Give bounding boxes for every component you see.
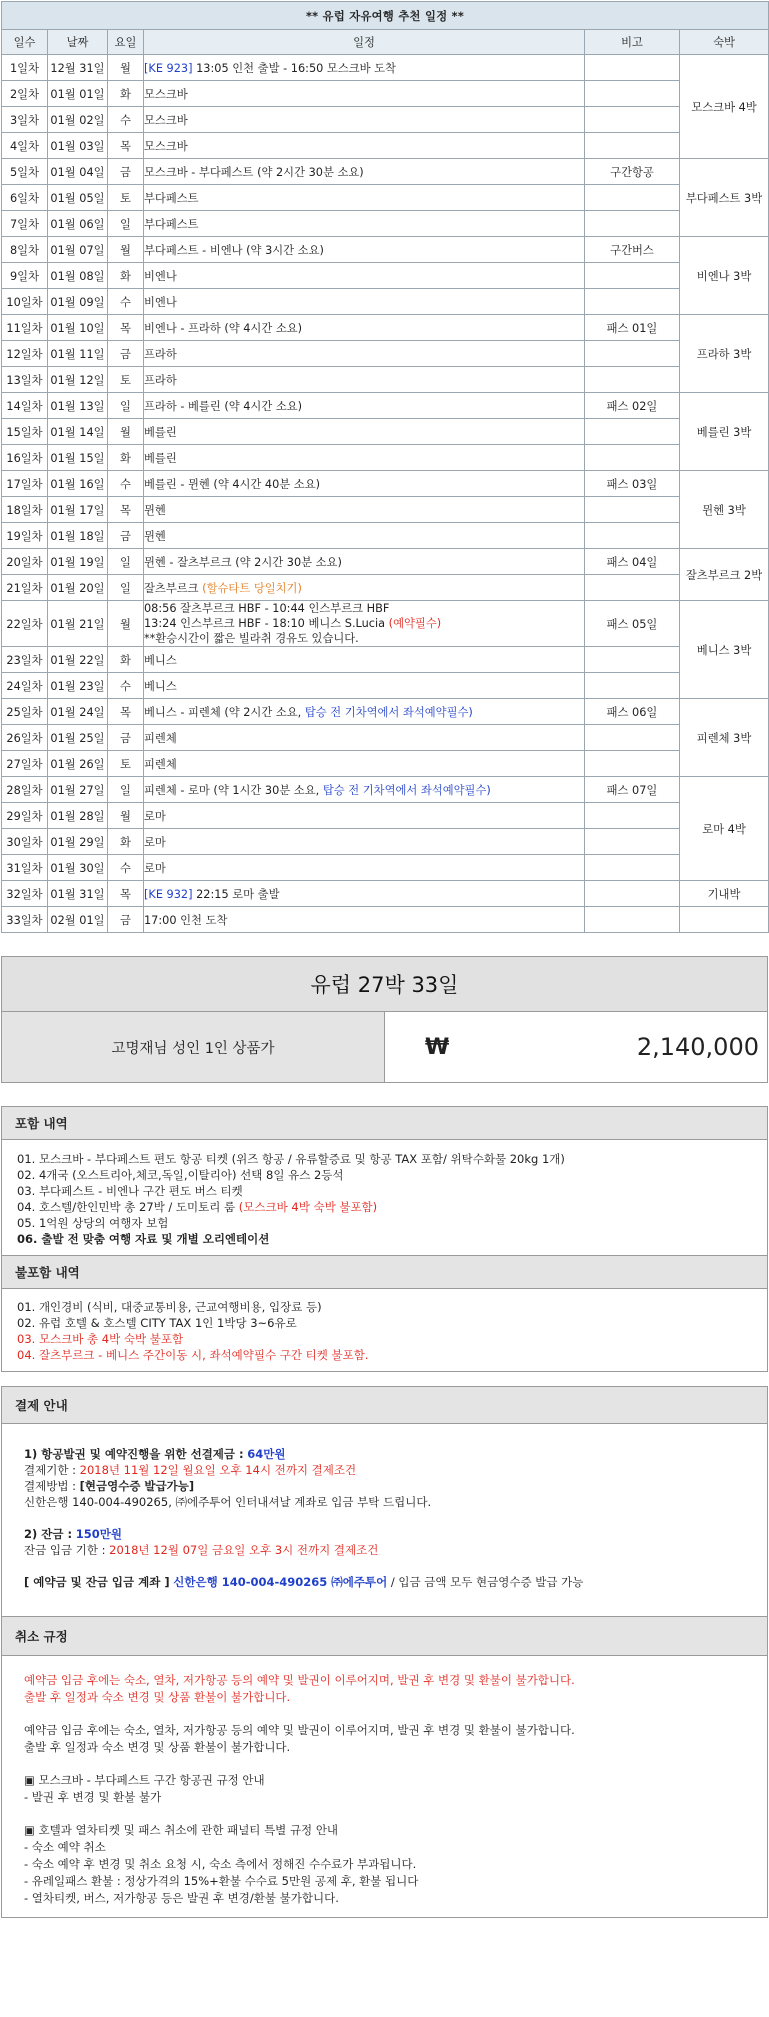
stay-cell bbox=[680, 907, 769, 933]
plan-text: 13:05 인천 출발 - 16:50 모스크바 도착 bbox=[196, 61, 396, 75]
rule-item: - 숙소 예약 후 변경 및 취소 요청 시, 숙소 측에서 정해진 수수료가 부과됩니다. bbox=[24, 1857, 417, 1871]
day-cell: 13일차 bbox=[2, 367, 48, 393]
table-row bbox=[2, 575, 769, 601]
schedule-title: ** 유럽 자유여행 추천 일정 ** bbox=[2, 2, 769, 30]
date-cell: 01월 29일 bbox=[48, 829, 108, 855]
dow-cell: 금 bbox=[108, 341, 144, 367]
plan-note: 탑승 전 기차역에서 좌석예약필수) bbox=[304, 705, 473, 719]
rule-item: - 발권 후 변경 및 환불 불가 bbox=[24, 1790, 162, 1804]
flight-code: [KE 932] bbox=[144, 887, 193, 901]
note-cell bbox=[585, 881, 680, 907]
rule-item: - 열차티켓, 버스, 저가항공 등은 발권 후 변경/환불 불가합니다. bbox=[24, 1891, 339, 1905]
list-item: 03. 모스크바 총 4박 숙박 불포함 bbox=[17, 1332, 184, 1346]
plan-cell bbox=[144, 575, 585, 601]
plan-cell: 프라하 bbox=[144, 341, 585, 367]
day-cell: 15일차 bbox=[2, 419, 48, 445]
header-day: 일수 bbox=[2, 30, 48, 55]
deposit-title: 1) 항공발권 및 예약진행을 위한 선결제금 : bbox=[24, 1447, 244, 1461]
plan-cell bbox=[144, 777, 585, 803]
plan-cell: 모스크바 - 부다페스트 (약 2시간 30분 소요) bbox=[144, 159, 585, 185]
deadline-label: 결제기한 : bbox=[24, 1463, 76, 1477]
date-cell: 01월 01일 bbox=[48, 81, 108, 107]
date-cell: 01월 17일 bbox=[48, 497, 108, 523]
note-cell bbox=[585, 341, 680, 367]
header-date: 날짜 bbox=[48, 30, 108, 55]
date-cell: 01월 18일 bbox=[48, 523, 108, 549]
note-cell: 패스 04일 bbox=[585, 549, 680, 575]
product-title: 유럽 27박 33일 bbox=[1, 956, 768, 1012]
note-cell: 패스 01일 bbox=[585, 315, 680, 341]
table-row bbox=[2, 393, 769, 419]
date-cell: 01월 12일 bbox=[48, 367, 108, 393]
plan-cell bbox=[144, 601, 585, 647]
day-cell: 8일차 bbox=[2, 237, 48, 263]
plan-cell: 모스크바 bbox=[144, 133, 585, 159]
plan-note: 탑승 전 기차역에서 좌석예약필수) bbox=[322, 783, 491, 797]
day-cell: 7일차 bbox=[2, 211, 48, 237]
dow-cell: 수 bbox=[108, 673, 144, 699]
table-row bbox=[2, 185, 769, 211]
date-cell: 12월 31일 bbox=[48, 55, 108, 81]
note-cell bbox=[585, 107, 680, 133]
date-cell: 01월 25일 bbox=[48, 725, 108, 751]
table-row bbox=[2, 341, 769, 367]
plan-line bbox=[144, 616, 584, 631]
note-cell bbox=[585, 419, 680, 445]
date-cell: 01월 28일 bbox=[48, 803, 108, 829]
day-cell: 33일차 bbox=[2, 907, 48, 933]
note-cell bbox=[585, 497, 680, 523]
plan-cell: 베니스 bbox=[144, 673, 585, 699]
plan-cell: 부다페스트 - 비엔나 (약 3시간 소요) bbox=[144, 237, 585, 263]
plan-text: 잘츠부르크 bbox=[144, 581, 199, 595]
table-row bbox=[2, 881, 769, 907]
list-item: 06. 출발 전 맞춤 여행 자료 및 개별 오리엔테이션 bbox=[17, 1232, 270, 1246]
plan-cell: 부다페스트 bbox=[144, 185, 585, 211]
account-number: 신한은행 140-004-490265 ㈜에주투어 bbox=[173, 1575, 388, 1589]
day-cell: 17일차 bbox=[2, 471, 48, 497]
dow-cell: 금 bbox=[108, 523, 144, 549]
currency-symbol: ₩ bbox=[425, 1034, 450, 1060]
table-row bbox=[2, 829, 769, 855]
stay-cell: 베를린 3박 bbox=[680, 393, 769, 471]
day-cell: 4일차 bbox=[2, 133, 48, 159]
day-cell: 31일차 bbox=[2, 855, 48, 881]
day-cell: 2일차 bbox=[2, 81, 48, 107]
table-row bbox=[2, 601, 769, 647]
balance-line bbox=[24, 1526, 767, 1542]
note-cell bbox=[585, 185, 680, 211]
plan-text: 피렌체 - 로마 (약 1시간 30분 소요, bbox=[144, 783, 320, 797]
day-cell: 21일차 bbox=[2, 575, 48, 601]
note-cell bbox=[585, 673, 680, 699]
cancel-notice: 예약금 입금 후에는 숙소, 열차, 저가항공 등의 예약 및 발권이 이루어지며, 발권 후 변경 및 환불이 불가합니다. bbox=[24, 1673, 575, 1687]
plan-text: 13:24 인스부르크 HBF - 18:10 베니스 S.Lucia bbox=[144, 617, 386, 630]
price-value bbox=[385, 1012, 767, 1082]
dow-cell: 금 bbox=[108, 725, 144, 751]
dow-cell: 일 bbox=[108, 575, 144, 601]
day-cell: 1일차 bbox=[2, 55, 48, 81]
plan-cell bbox=[144, 55, 585, 81]
cancel-notice: 출발 후 일정과 숙소 변경 및 상품 환불이 불가합니다. bbox=[24, 1690, 291, 1704]
note-cell bbox=[585, 523, 680, 549]
plan-text: 베니스 - 피렌체 (약 2시간 소요, bbox=[144, 705, 302, 719]
header-note: 비고 bbox=[585, 30, 680, 55]
note-cell bbox=[585, 289, 680, 315]
day-cell: 23일차 bbox=[2, 647, 48, 673]
payment-heading: 결제 안내 bbox=[1, 1386, 768, 1424]
list-item: 01. 개인경비 (식비, 대중교통비용, 근교여행비용, 입장료 등) bbox=[17, 1300, 322, 1314]
plan-cell: 뮌헨 bbox=[144, 523, 585, 549]
day-cell: 25일차 bbox=[2, 699, 48, 725]
plan-cell: 피렌체 bbox=[144, 751, 585, 777]
date-cell: 01월 30일 bbox=[48, 855, 108, 881]
date-cell: 01월 22일 bbox=[48, 647, 108, 673]
date-cell: 01월 14일 bbox=[48, 419, 108, 445]
dow-cell: 화 bbox=[108, 647, 144, 673]
date-cell: 01월 20일 bbox=[48, 575, 108, 601]
note-cell bbox=[585, 751, 680, 777]
table-row bbox=[2, 159, 769, 185]
dow-cell: 토 bbox=[108, 367, 144, 393]
day-cell: 19일차 bbox=[2, 523, 48, 549]
table-row bbox=[2, 673, 769, 699]
plan-line: **환승시간이 짧은 빌라취 경유도 있습니다. bbox=[144, 632, 359, 645]
balance-title: 2) 잔금 : bbox=[24, 1527, 73, 1541]
day-cell: 16일차 bbox=[2, 445, 48, 471]
date-cell: 01월 07일 bbox=[48, 237, 108, 263]
note-cell bbox=[585, 55, 680, 81]
dow-cell: 수 bbox=[108, 107, 144, 133]
plan-cell: 로마 bbox=[144, 855, 585, 881]
day-cell: 5일차 bbox=[2, 159, 48, 185]
cancel-body bbox=[1, 1656, 768, 1918]
day-cell: 30일차 bbox=[2, 829, 48, 855]
table-row bbox=[2, 107, 769, 133]
table-row bbox=[2, 699, 769, 725]
date-cell: 01월 03일 bbox=[48, 133, 108, 159]
balance-amount: 150만원 bbox=[75, 1527, 122, 1541]
dow-cell: 일 bbox=[108, 549, 144, 575]
date-cell: 01월 13일 bbox=[48, 393, 108, 419]
note-cell bbox=[585, 367, 680, 393]
table-row bbox=[2, 263, 769, 289]
plan-cell: 17:00 인천 도착 bbox=[144, 907, 585, 933]
dow-cell: 목 bbox=[108, 315, 144, 341]
stay-cell: 잘츠부르크 2박 bbox=[680, 549, 769, 601]
method-label: 결제방법 : bbox=[24, 1479, 76, 1493]
day-cell: 10일차 bbox=[2, 289, 48, 315]
date-cell: 01월 02일 bbox=[48, 107, 108, 133]
dow-cell: 수 bbox=[108, 471, 144, 497]
date-cell: 01월 09일 bbox=[48, 289, 108, 315]
header-stay: 숙박 bbox=[680, 30, 769, 55]
date-cell: 01월 19일 bbox=[48, 549, 108, 575]
note-cell: 구간버스 bbox=[585, 237, 680, 263]
date-cell: 01월 27일 bbox=[48, 777, 108, 803]
day-cell: 26일차 bbox=[2, 725, 48, 751]
stay-cell: 기내박 bbox=[680, 881, 769, 907]
deposit-bank: 신한은행 140-004-490265, ㈜에주투어 인터내셔날 계좌로 입금 부탁 드립니다. bbox=[24, 1495, 432, 1509]
payment-body bbox=[1, 1424, 768, 1617]
note-cell bbox=[585, 263, 680, 289]
account-note: / 입금 금액 모두 현금영수증 발급 가능 bbox=[390, 1575, 584, 1589]
deposit-line bbox=[24, 1446, 767, 1462]
rule-title: ▣ 모스크바 - 부다페스트 구간 항공권 규정 안내 bbox=[24, 1773, 265, 1787]
note-cell bbox=[585, 855, 680, 881]
account-line bbox=[24, 1574, 767, 1590]
dow-cell: 월 bbox=[108, 601, 144, 647]
plan-cell: 베를린 - 뮌헨 (약 4시간 40분 소요) bbox=[144, 471, 585, 497]
table-row bbox=[2, 725, 769, 751]
note-cell: 패스 02일 bbox=[585, 393, 680, 419]
header-dow: 요일 bbox=[108, 30, 144, 55]
note-cell: 패스 06일 bbox=[585, 699, 680, 725]
note-cell bbox=[585, 445, 680, 471]
price-label: 고명재님 성인 1인 상품가 bbox=[2, 1012, 385, 1082]
day-cell: 11일차 bbox=[2, 315, 48, 341]
date-cell: 01월 26일 bbox=[48, 751, 108, 777]
table-row bbox=[2, 445, 769, 471]
account-label: [ 예약금 및 잔금 입금 계좌 ] bbox=[24, 1575, 170, 1589]
table-row bbox=[2, 777, 769, 803]
plan-cell: 비엔나 - 프라하 (약 4시간 소요) bbox=[144, 315, 585, 341]
table-row bbox=[2, 803, 769, 829]
deposit-deadline bbox=[24, 1462, 767, 1478]
plan-note: (할슈타트 당일치기) bbox=[202, 581, 302, 595]
date-cell: 01월 21일 bbox=[48, 601, 108, 647]
day-cell: 24일차 bbox=[2, 673, 48, 699]
date-cell: 01월 16일 bbox=[48, 471, 108, 497]
dow-cell: 월 bbox=[108, 237, 144, 263]
plan-cell: 프라하 - 베를린 (약 4시간 소요) bbox=[144, 393, 585, 419]
note-cell bbox=[585, 725, 680, 751]
table-row bbox=[2, 647, 769, 673]
plan-cell: 모스크바 bbox=[144, 81, 585, 107]
dow-cell: 화 bbox=[108, 263, 144, 289]
plan-cell: 부다페스트 bbox=[144, 211, 585, 237]
date-cell: 01월 15일 bbox=[48, 445, 108, 471]
dow-cell: 금 bbox=[108, 907, 144, 933]
plan-cell: 비엔나 bbox=[144, 263, 585, 289]
table-row bbox=[2, 55, 769, 81]
plan-cell: 베를린 bbox=[144, 445, 585, 471]
dow-cell: 월 bbox=[108, 803, 144, 829]
deadline-label: 잔금 입금 기한 : bbox=[24, 1543, 106, 1557]
plan-line: 08:56 잘츠부르크 HBF - 10:44 인스부르크 HBF bbox=[144, 602, 390, 615]
table-row bbox=[2, 367, 769, 393]
day-cell: 28일차 bbox=[2, 777, 48, 803]
note-cell bbox=[585, 575, 680, 601]
day-cell: 18일차 bbox=[2, 497, 48, 523]
rule-item: - 숙소 예약 취소 bbox=[24, 1840, 106, 1854]
list-item: 02. 4개국 (오스트리아,체코,독일,이탈리아) 선택 8일 유스 2등석 bbox=[17, 1168, 344, 1182]
day-cell: 9일차 bbox=[2, 263, 48, 289]
table-row bbox=[2, 907, 769, 933]
plan-cell: 로마 bbox=[144, 829, 585, 855]
day-cell: 12일차 bbox=[2, 341, 48, 367]
schedule-table bbox=[1, 1, 769, 933]
plan-text: 22:15 로마 출발 bbox=[196, 887, 280, 901]
date-cell: 01월 06일 bbox=[48, 211, 108, 237]
plan-cell: 모스크바 bbox=[144, 107, 585, 133]
note-cell bbox=[585, 211, 680, 237]
note-cell bbox=[585, 647, 680, 673]
plan-cell: 프라하 bbox=[144, 367, 585, 393]
dow-cell: 목 bbox=[108, 133, 144, 159]
dow-cell: 화 bbox=[108, 445, 144, 471]
note-cell: 패스 07일 bbox=[585, 777, 680, 803]
rule-item: - 유레일패스 환불 : 정상가격의 15%+환불 수수료 5만원 공제 후, 환불 됩니다 bbox=[24, 1874, 419, 1888]
plan-cell: 피렌체 bbox=[144, 725, 585, 751]
stay-cell: 피렌체 3박 bbox=[680, 699, 769, 777]
cancel-text: 출발 후 일정과 숙소 변경 및 상품 환불이 불가합니다. bbox=[24, 1740, 291, 1754]
dow-cell: 일 bbox=[108, 393, 144, 419]
dow-cell: 목 bbox=[108, 881, 144, 907]
deposit-amount: 64만원 bbox=[247, 1447, 286, 1461]
list-item: 05. 1억원 상당의 여행자 보험 bbox=[17, 1216, 169, 1230]
plan-cell: 뮌헨 - 잘츠부르크 (약 2시간 30분 소요) bbox=[144, 549, 585, 575]
stay-cell: 모스크바 4박 bbox=[680, 55, 769, 159]
list-item: 04. 잘츠부르크 - 베니스 주간이동 시, 좌석예약필수 구간 티켓 불포함. bbox=[17, 1348, 369, 1362]
table-row bbox=[2, 237, 769, 263]
note-cell: 패스 03일 bbox=[585, 471, 680, 497]
date-cell: 01월 04일 bbox=[48, 159, 108, 185]
day-cell: 3일차 bbox=[2, 107, 48, 133]
page bbox=[1, 1, 768, 1918]
table-row bbox=[2, 751, 769, 777]
date-cell: 01월 31일 bbox=[48, 881, 108, 907]
list-item: 01. 모스크바 - 부다페스트 편도 항공 티켓 (위즈 항공 / 유류할증료 및 항공 TAX 포함/ 위탁수화물 20kg 1개) bbox=[17, 1152, 565, 1166]
dow-cell: 토 bbox=[108, 751, 144, 777]
table-row bbox=[2, 549, 769, 575]
deadline-value: 2018년 11월 12일 월요일 오후 14시 전까지 결제조건 bbox=[79, 1463, 357, 1477]
table-row bbox=[2, 81, 769, 107]
flight-code: [KE 923] bbox=[144, 61, 193, 75]
plan-cell: 로마 bbox=[144, 803, 585, 829]
stay-cell: 로마 4박 bbox=[680, 777, 769, 881]
date-cell: 02월 01일 bbox=[48, 907, 108, 933]
day-cell: 27일차 bbox=[2, 751, 48, 777]
stay-cell: 비엔나 3박 bbox=[680, 237, 769, 315]
stay-cell: 부다페스트 3박 bbox=[680, 159, 769, 237]
dow-cell: 목 bbox=[108, 699, 144, 725]
cancel-heading: 취소 규정 bbox=[1, 1617, 768, 1656]
date-cell: 01월 10일 bbox=[48, 315, 108, 341]
included-list bbox=[1, 1140, 768, 1256]
plan-cell: 뮌헨 bbox=[144, 497, 585, 523]
table-row bbox=[2, 315, 769, 341]
dow-cell: 월 bbox=[108, 55, 144, 81]
date-cell: 01월 11일 bbox=[48, 341, 108, 367]
table-row bbox=[2, 211, 769, 237]
price-row bbox=[1, 1012, 768, 1083]
dow-cell: 일 bbox=[108, 211, 144, 237]
price-amount: 2,140,000 bbox=[636, 1033, 759, 1061]
note-cell bbox=[585, 803, 680, 829]
dow-cell: 목 bbox=[108, 497, 144, 523]
deadline-value: 2018년 12월 07일 금요일 오후 3시 전까지 결제조건 bbox=[109, 1543, 379, 1557]
date-cell: 01월 24일 bbox=[48, 699, 108, 725]
header-plan: 일정 bbox=[144, 30, 585, 55]
list-item: 03. 부다페스트 - 비엔나 구간 편도 버스 티켓 bbox=[17, 1184, 243, 1198]
dow-cell: 토 bbox=[108, 185, 144, 211]
day-cell: 22일차 bbox=[2, 601, 48, 647]
table-row bbox=[2, 419, 769, 445]
plan-note: (예약필수) bbox=[388, 617, 442, 630]
deposit-method bbox=[24, 1478, 767, 1494]
cancel-text: 예약금 입금 후에는 숙소, 열차, 저가항공 등의 예약 및 발권이 이루어지며, 발권 후 변경 및 환불이 불가합니다. bbox=[24, 1723, 575, 1737]
day-cell: 29일차 bbox=[2, 803, 48, 829]
note-cell bbox=[585, 81, 680, 107]
dow-cell: 수 bbox=[108, 855, 144, 881]
table-row bbox=[2, 855, 769, 881]
table-row bbox=[2, 471, 769, 497]
list-item bbox=[17, 1199, 767, 1215]
date-cell: 01월 08일 bbox=[48, 263, 108, 289]
date-cell: 01월 23일 bbox=[48, 673, 108, 699]
excluded-list bbox=[1, 1289, 768, 1372]
dow-cell: 월 bbox=[108, 419, 144, 445]
dow-cell: 화 bbox=[108, 829, 144, 855]
note-cell bbox=[585, 829, 680, 855]
note-cell bbox=[585, 907, 680, 933]
day-cell: 20일차 bbox=[2, 549, 48, 575]
table-row bbox=[2, 289, 769, 315]
list-item-text: 04. 호스텔/한인민박 총 27박 / 도미토리 룸 bbox=[17, 1200, 236, 1214]
list-item-note: (모스크바 4박 숙박 불포함) bbox=[238, 1200, 378, 1214]
date-cell: 01월 05일 bbox=[48, 185, 108, 211]
table-row bbox=[2, 497, 769, 523]
rule-title: ▣ 호텔과 열차티켓 및 패스 취소에 관한 패널티 특별 규정 안내 bbox=[24, 1823, 339, 1837]
plan-cell: 비엔나 bbox=[144, 289, 585, 315]
dow-cell: 일 bbox=[108, 777, 144, 803]
dow-cell: 금 bbox=[108, 159, 144, 185]
plan-cell bbox=[144, 699, 585, 725]
stay-cell: 베니스 3박 bbox=[680, 601, 769, 699]
list-item: 02. 유럽 호텔 & 호스텔 CITY TAX 1인 1박당 3~6유로 bbox=[17, 1316, 297, 1330]
day-cell: 32일차 bbox=[2, 881, 48, 907]
note-cell: 구간항공 bbox=[585, 159, 680, 185]
note-cell: 패스 05일 bbox=[585, 601, 680, 647]
method-value: [현금영수증 발급가능] bbox=[79, 1479, 195, 1493]
included-heading: 포함 내역 bbox=[1, 1106, 768, 1140]
stay-cell: 프라하 3박 bbox=[680, 315, 769, 393]
plan-cell: 베를린 bbox=[144, 419, 585, 445]
plan-cell: 베니스 bbox=[144, 647, 585, 673]
excluded-heading: 불포함 내역 bbox=[1, 1256, 768, 1289]
dow-cell: 수 bbox=[108, 289, 144, 315]
dow-cell: 화 bbox=[108, 81, 144, 107]
balance-deadline bbox=[24, 1542, 767, 1558]
note-cell bbox=[585, 133, 680, 159]
stay-cell: 뮌헨 3박 bbox=[680, 471, 769, 549]
day-cell: 6일차 bbox=[2, 185, 48, 211]
plan-cell bbox=[144, 881, 585, 907]
day-cell: 14일차 bbox=[2, 393, 48, 419]
table-row bbox=[2, 523, 769, 549]
table-row bbox=[2, 133, 769, 159]
